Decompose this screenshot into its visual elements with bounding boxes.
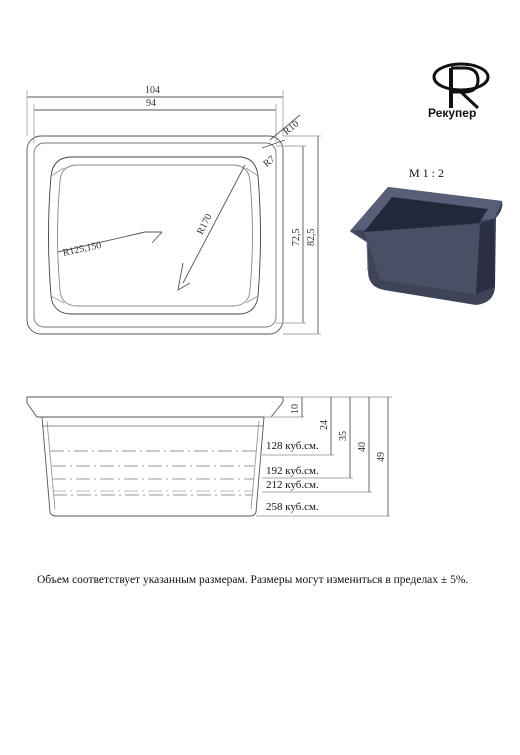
- volume-128: 128 куб.см.: [266, 440, 319, 452]
- leader-r170: [183, 165, 245, 283]
- volume-258: 258 куб.см.: [266, 501, 319, 513]
- scale-label: М 1 : 2: [409, 166, 445, 180]
- logo-text: Рекупер: [428, 106, 477, 120]
- depth-40: 40: [357, 442, 368, 452]
- dim-94: 94: [146, 98, 156, 109]
- volume-212: 212 куб.см.: [266, 479, 319, 491]
- cavity-inner: [58, 165, 253, 306]
- depth-49: 49: [376, 452, 387, 462]
- arrow-r170: [178, 263, 190, 290]
- dim-82-5: 82,5: [306, 228, 317, 246]
- tray-3d-render: [350, 187, 502, 305]
- footnote: Объем соответствует указанным размерам. Размеры могут измениться в пределах ± 5%.: [37, 574, 469, 586]
- depth-10: 10: [290, 404, 301, 414]
- side-flange: [27, 397, 283, 417]
- side-view: [27, 397, 392, 516]
- depth-24: 24: [319, 420, 330, 430]
- depth-35: 35: [338, 431, 349, 441]
- dim-72-5: 72,5: [291, 228, 302, 246]
- cavity-outer: [49, 157, 261, 314]
- dim-r10: R10: [281, 118, 302, 138]
- logo-symbol: [434, 64, 488, 108]
- volume-192: 192 куб.см.: [266, 465, 319, 477]
- dim-r170: R170: [195, 212, 215, 237]
- dim-104: 104: [145, 85, 160, 96]
- dim-r7: R7: [261, 153, 278, 170]
- side-body: [42, 417, 264, 516]
- dim-r125-150: R125,150: [61, 239, 103, 259]
- top-view: [27, 90, 321, 334]
- tray-flange-inner: [34, 143, 276, 327]
